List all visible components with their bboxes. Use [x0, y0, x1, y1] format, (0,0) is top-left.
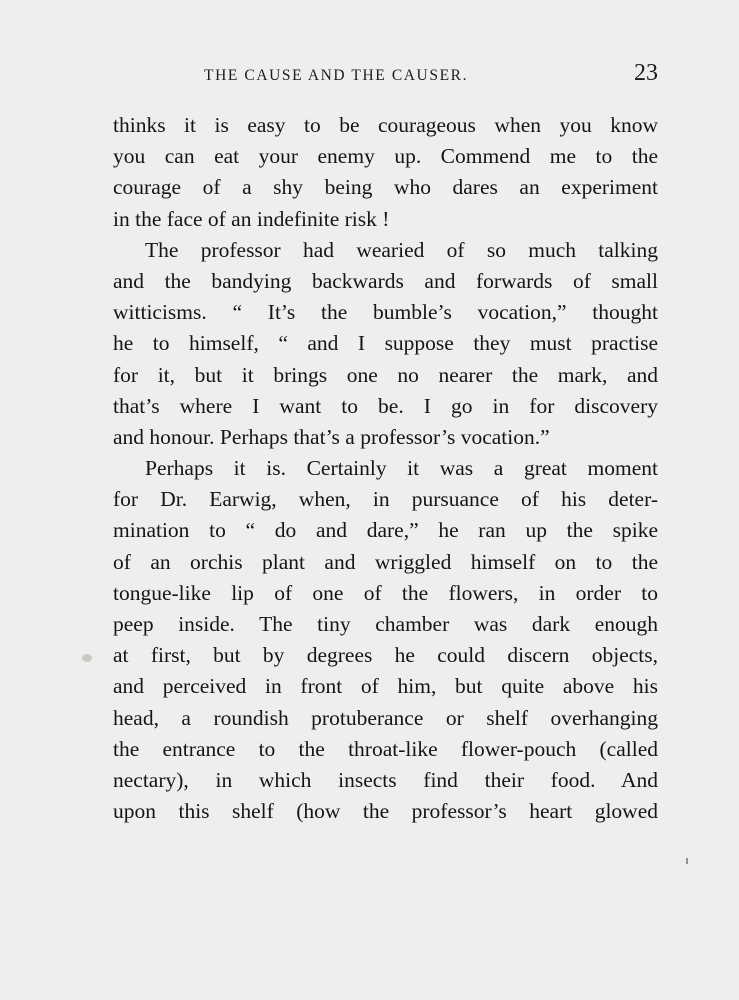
- text-line: for Dr. Earwig, when, in pursuance of his deter-: [113, 487, 658, 512]
- text-line: Perhaps it is. Certainly it was a great moment: [145, 456, 658, 481]
- text-line: peep inside. The tiny chamber was dark enough: [113, 612, 658, 636]
- paper-smudge: [82, 654, 92, 662]
- text-line: tongue-like lip of one of the flowers, in order to: [113, 580, 658, 605]
- text-line: the entrance to the throat-like flower-pouch (called: [113, 736, 658, 761]
- text-line: mination to “ do and dare,” he ran up the spike: [113, 518, 658, 543]
- text-line: upon this shelf (how the professor’s heart glowed: [113, 799, 658, 824]
- text-line: he to himself, “ and I suppose they must practise: [113, 331, 658, 356]
- text-line: that’s where I want to be. I go in for discovery: [113, 393, 658, 418]
- text-line: witticisms. “ It’s the bumble’s vocation,” thought: [113, 300, 658, 325]
- running-head: [112, 60, 660, 90]
- text-line: nectary), in which insects find their food. And: [113, 767, 658, 792]
- text-line: head, a roundish protuberance or shelf overhanging: [113, 705, 658, 730]
- text-line: of an orchis plant and wriggled himself on to the: [113, 549, 658, 574]
- text-line: and perceived in front of him, but quite above his: [113, 674, 658, 699]
- text-line: you can eat your enemy up. Commend me to the: [113, 144, 658, 169]
- text-line: The professor had wearied of so much talking: [145, 237, 658, 262]
- text-line: for it, but it brings one no nearer the mark, and: [113, 362, 658, 387]
- text-line: and the bandying backwards and forwards of small: [113, 268, 658, 293]
- body-text: [113, 110, 658, 827]
- text-line: thinks it is easy to be courageous when you know: [113, 113, 658, 137]
- text-line: courage of a shy being who dares an experiment: [113, 175, 658, 200]
- text-line: and honour. Perhaps that’s a professor’s vocation.”: [113, 424, 550, 449]
- paper-speck: [686, 858, 688, 864]
- text-line: in the face of an indefinite risk !: [113, 206, 390, 231]
- text-line: at first, but by degrees he could discern objects,: [113, 643, 658, 668]
- running-title: THE CAUSE AND THE CAUSER.: [204, 67, 469, 84]
- page-number: 23: [634, 60, 658, 86]
